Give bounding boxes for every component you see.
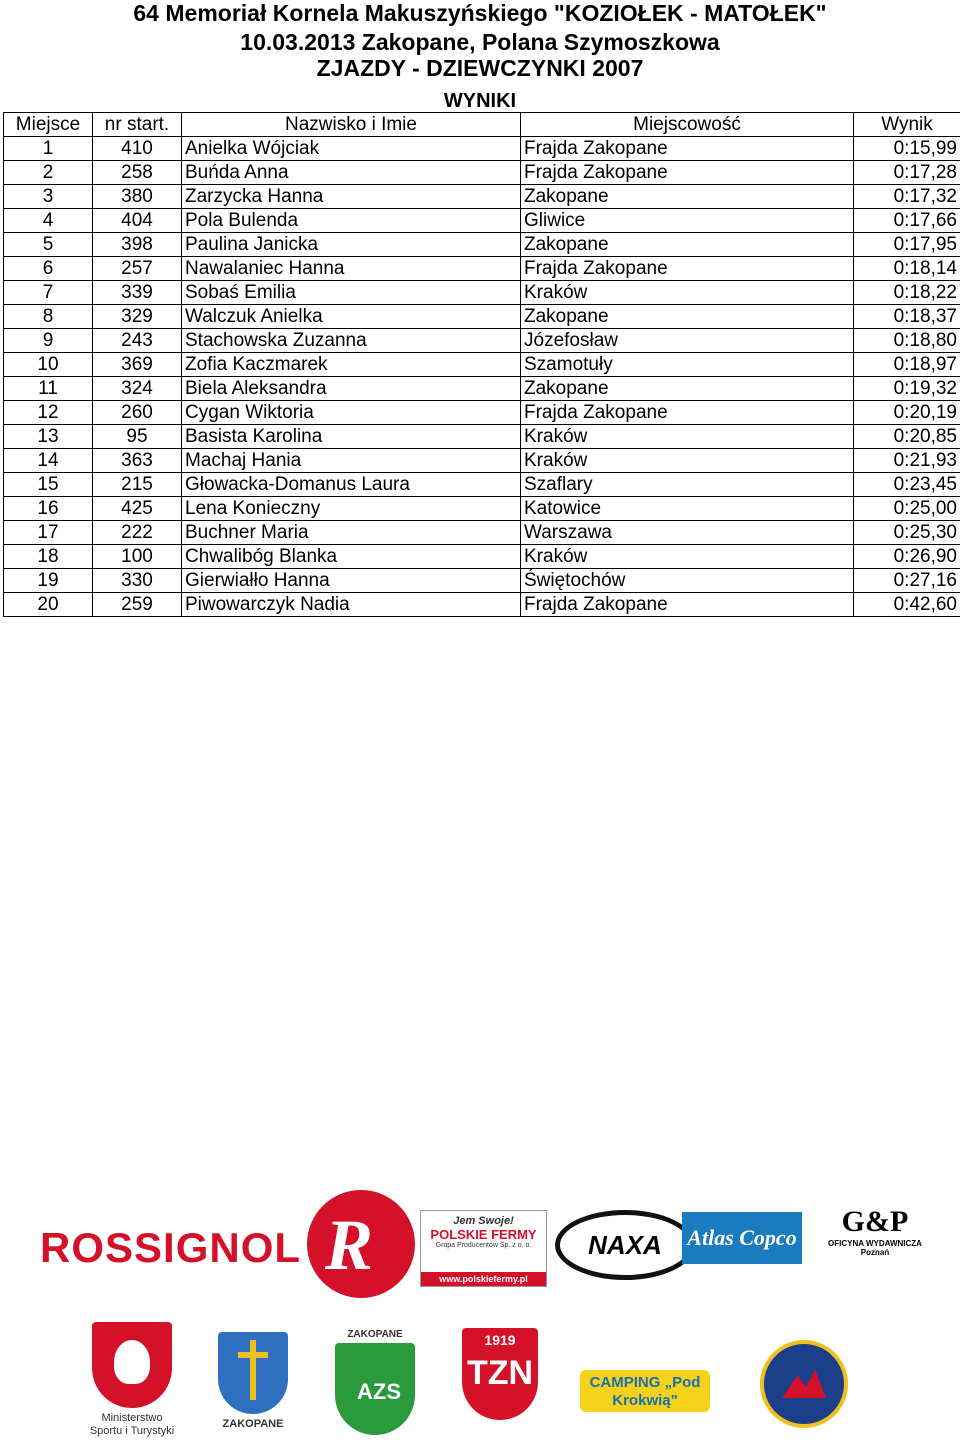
table-row xyxy=(4,545,960,569)
cell-town: Frajda Zakopane xyxy=(521,401,854,425)
gp-mark: G&P xyxy=(841,1205,909,1238)
naxa-logo: NAXA xyxy=(555,1210,695,1280)
cell-name: Basista Karolina xyxy=(182,425,521,449)
cell-name: Lena Konieczny xyxy=(182,497,521,521)
cell-start-number: 260 xyxy=(93,401,182,425)
cell-town: Katowice xyxy=(521,497,854,521)
table-row xyxy=(4,401,960,425)
cell-town: Gliwice xyxy=(521,209,854,233)
cell-place: 3 xyxy=(4,185,93,209)
cell-start-number: 330 xyxy=(93,569,182,593)
rossignol-mark-icon xyxy=(307,1190,415,1298)
cell-place: 18 xyxy=(4,545,93,569)
eagle-emblem-icon xyxy=(92,1322,172,1408)
event-category: ZJAZDY - DZIEWCZYNKI 2007 xyxy=(316,55,644,81)
cell-start-number: 398 xyxy=(93,233,182,257)
cell-start-number: 258 xyxy=(93,161,182,185)
cell-town: Zakopane xyxy=(521,377,854,401)
results-table xyxy=(3,112,960,617)
camping-logo: CAMPING „Pod Krokwią" xyxy=(580,1370,710,1412)
cell-town: Zakopane xyxy=(521,305,854,329)
table-row xyxy=(4,593,960,617)
cell-result: 0:20,19 xyxy=(854,401,960,425)
cell-town: Kraków xyxy=(521,545,854,569)
cell-town: Warszawa xyxy=(521,521,854,545)
cell-result: 0:17,95 xyxy=(854,233,960,257)
cell-town: Świętochów xyxy=(521,569,854,593)
cell-result: 0:18,80 xyxy=(854,329,960,353)
cell-start-number: 380 xyxy=(93,185,182,209)
cell-result: 0:15,99 xyxy=(854,137,960,161)
zakopane-crest-icon xyxy=(218,1332,288,1414)
fermy-subtitle: Grupa Producentów Sp. z o. o. xyxy=(435,1242,532,1249)
cell-place: 17 xyxy=(4,521,93,545)
gp-caption: OFICYNA WYDAWNICZA Poznań xyxy=(828,1239,922,1257)
col-header-place: Miejsce xyxy=(4,113,93,137)
cell-start-number: 257 xyxy=(93,257,182,281)
table-header-row xyxy=(4,113,960,137)
cell-start-number: 369 xyxy=(93,353,182,377)
rossignol-logo: ROSSIGNOL xyxy=(40,1224,302,1271)
gp-logo xyxy=(820,1205,930,1270)
cell-place: 12 xyxy=(4,401,93,425)
cell-name: Nawalaniec Hanna xyxy=(182,257,521,281)
table-row xyxy=(4,353,960,377)
cell-name: Anielka Wójciak xyxy=(182,137,521,161)
cell-place: 16 xyxy=(4,497,93,521)
cell-start-number: 324 xyxy=(93,377,182,401)
cell-start-number: 222 xyxy=(93,521,182,545)
event-date-place: 10.03.2013 Zakopane, Polana Szymoszkowa xyxy=(240,29,720,55)
event-title: 64 Memoriał Kornela Makuszyńskiego "KOZIOŁEK - MATOŁEK" xyxy=(133,0,827,26)
cell-result: 0:18,14 xyxy=(854,257,960,281)
azs-zakopane-logo xyxy=(335,1328,415,1435)
cell-town: Zakopane xyxy=(521,233,854,257)
cell-name: Pola Bulenda xyxy=(182,209,521,233)
cell-result: 0:17,28 xyxy=(854,161,960,185)
cell-name: Machaj Hania xyxy=(182,449,521,473)
cell-result: 0:19,32 xyxy=(854,377,960,401)
cell-place: 4 xyxy=(4,209,93,233)
cell-result: 0:25,30 xyxy=(854,521,960,545)
table-row xyxy=(4,209,960,233)
cell-start-number: 410 xyxy=(93,137,182,161)
cell-place: 20 xyxy=(4,593,93,617)
cell-name: Głowacka-Domanus Laura xyxy=(182,473,521,497)
cell-start-number: 339 xyxy=(93,281,182,305)
cell-place: 7 xyxy=(4,281,93,305)
cell-name: Cygan Wiktoria xyxy=(182,401,521,425)
cell-result: 0:42,60 xyxy=(854,593,960,617)
mountain-badge-icon xyxy=(760,1340,848,1428)
table-row xyxy=(4,281,960,305)
cell-start-number: 100 xyxy=(93,545,182,569)
tzn-year: 1919 xyxy=(484,1332,516,1348)
cell-town: Frajda Zakopane xyxy=(521,257,854,281)
cell-result: 0:20,85 xyxy=(854,425,960,449)
cell-result: 0:25,00 xyxy=(854,497,960,521)
azs-crest-icon: AZS xyxy=(335,1343,415,1435)
col-header-name: Nazwisko i Imie xyxy=(182,113,521,137)
cell-name: Walczuk Anielka xyxy=(182,305,521,329)
cell-result: 0:18,22 xyxy=(854,281,960,305)
tzn-crest-icon xyxy=(462,1328,538,1420)
cell-place: 5 xyxy=(4,233,93,257)
cell-name: Buchner Maria xyxy=(182,521,521,545)
fermy-url: www.polskiefermy.pl xyxy=(421,1272,546,1286)
cell-result: 0:23,45 xyxy=(854,473,960,497)
table-row xyxy=(4,497,960,521)
cell-town: Szaflary xyxy=(521,473,854,497)
cell-place: 14 xyxy=(4,449,93,473)
rossignol-mark-letter: R xyxy=(325,1205,374,1285)
cell-name: Sobaś Emilia xyxy=(182,281,521,305)
cell-place: 6 xyxy=(4,257,93,281)
table-row xyxy=(4,257,960,281)
cell-result: 0:18,37 xyxy=(854,305,960,329)
cell-place: 9 xyxy=(4,329,93,353)
cell-name: Zofia Kaczmarek xyxy=(182,353,521,377)
cell-place: 15 xyxy=(4,473,93,497)
atlas-copco-logo: Atlas Copco xyxy=(682,1212,802,1264)
fermy-slogan: Jem Swoje! xyxy=(453,1215,514,1227)
cell-start-number: 329 xyxy=(93,305,182,329)
cell-town: Frajda Zakopane xyxy=(521,137,854,161)
table-row xyxy=(4,233,960,257)
cell-town: Frajda Zakopane xyxy=(521,161,854,185)
cell-start-number: 95 xyxy=(93,425,182,449)
zakopane-logo xyxy=(213,1332,293,1431)
cell-name: Paulina Janicka xyxy=(182,233,521,257)
table-row xyxy=(4,161,960,185)
cell-place: 13 xyxy=(4,425,93,449)
cell-start-number: 425 xyxy=(93,497,182,521)
cell-town: Kraków xyxy=(521,425,854,449)
col-header-town: Miejscowość xyxy=(521,113,854,137)
table-row xyxy=(4,569,960,593)
cell-town: Józefosław xyxy=(521,329,854,353)
cell-name: Gierwiałło Hanna xyxy=(182,569,521,593)
cell-result: 0:26,90 xyxy=(854,545,960,569)
cell-town: Kraków xyxy=(521,281,854,305)
table-row xyxy=(4,329,960,353)
sponsor-logos xyxy=(35,1180,935,1440)
cell-result: 0:21,93 xyxy=(854,449,960,473)
cell-name: Stachowska Zuzanna xyxy=(182,329,521,353)
cell-place: 8 xyxy=(4,305,93,329)
tzn-letters: TZN xyxy=(466,1354,534,1392)
table-row xyxy=(4,377,960,401)
cell-town: Frajda Zakopane xyxy=(521,593,854,617)
fermy-name: POLSKIE FERMY xyxy=(430,1227,537,1242)
table-row xyxy=(4,137,960,161)
table-row xyxy=(4,449,960,473)
col-header-start-number: nr start. xyxy=(93,113,182,137)
cell-place: 11 xyxy=(4,377,93,401)
table-row xyxy=(4,425,960,449)
cell-place: 10 xyxy=(4,353,93,377)
cell-result: 0:17,66 xyxy=(854,209,960,233)
cell-start-number: 215 xyxy=(93,473,182,497)
cell-result: 0:18,97 xyxy=(854,353,960,377)
cell-result: 0:27,16 xyxy=(854,569,960,593)
azs-caption: ZAKOPANE xyxy=(347,1329,403,1340)
cell-start-number: 259 xyxy=(93,593,182,617)
cell-name: Chwalibóg Blanka xyxy=(182,545,521,569)
cell-place: 19 xyxy=(4,569,93,593)
table-row xyxy=(4,473,960,497)
ministerstwo-logo xyxy=(87,1320,177,1440)
table-row xyxy=(4,521,960,545)
cell-name: Piwowarczyk Nadia xyxy=(182,593,521,617)
zakopane-caption: ZAKOPANE xyxy=(222,1418,284,1430)
table-row xyxy=(4,305,960,329)
col-header-result: Wynik xyxy=(854,113,960,137)
cell-name: Biela Aleksandra xyxy=(182,377,521,401)
cell-town: Szamotuły xyxy=(521,353,854,377)
table-row xyxy=(4,185,960,209)
cell-start-number: 404 xyxy=(93,209,182,233)
results-label: WYNIKI xyxy=(443,90,517,112)
cell-start-number: 243 xyxy=(93,329,182,353)
tzn-logo xyxy=(460,1328,540,1420)
cell-place: 1 xyxy=(4,137,93,161)
cell-name: Zarzycka Hanna xyxy=(182,185,521,209)
cell-town: Zakopane xyxy=(521,185,854,209)
cell-name: Buńda Anna xyxy=(182,161,521,185)
cell-place: 2 xyxy=(4,161,93,185)
ministerstwo-caption: Ministerstwo Sportu i Turystyki xyxy=(89,1412,175,1437)
cell-town: Kraków xyxy=(521,449,854,473)
cell-start-number: 363 xyxy=(93,449,182,473)
cell-result: 0:17,32 xyxy=(854,185,960,209)
polskie-fermy-logo xyxy=(420,1210,547,1287)
